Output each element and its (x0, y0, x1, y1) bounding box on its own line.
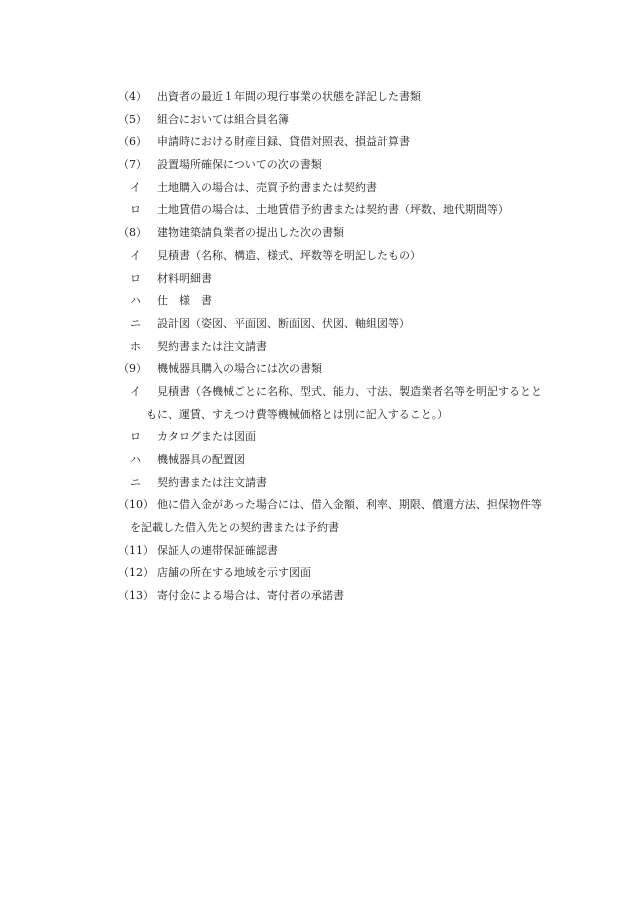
list-item (118, 540, 578, 563)
item-text-continued: を記載した借入先との契約書または予約書 (130, 521, 339, 535)
sub-item-marker: イ (130, 248, 141, 262)
list-item (118, 154, 578, 177)
item-number: （13） (118, 589, 154, 603)
sub-list-item (118, 472, 578, 495)
item-number: （4） (118, 90, 147, 103)
item-text: 機械器具購入の場合には次の書類 (157, 362, 322, 376)
item-text: 材料明細書 (157, 271, 212, 285)
item-number: （6） (118, 135, 147, 149)
item-text-continued: もに、運賃、すえつけ費等機械価格とは別に記入すること。） (146, 407, 449, 421)
list-item (118, 358, 578, 381)
item-number: （9） (118, 362, 147, 376)
item-text: 機械器具の配置図 (157, 453, 245, 466)
required-documents-list (118, 86, 578, 608)
sub-list-item (118, 336, 578, 359)
sub-list-item (118, 177, 578, 200)
list-item (118, 494, 578, 517)
sub-list-item (118, 290, 578, 313)
item-text: 申請時における財産目録、貸借対照表、損益計算書 (157, 135, 410, 149)
item-text: 見積書（各機械ごとに名称、型式、能力、寸法、製造業者名等を明記するとと (157, 384, 542, 398)
sub-item-marker: イ (130, 384, 141, 398)
sub-item-marker: ニ (130, 316, 141, 330)
item-text: 建物建築請負業者の提出した次の書類 (157, 226, 344, 240)
sub-item-marker: イ (130, 180, 141, 194)
list-item (118, 86, 578, 109)
sub-item-marker: ホ (130, 339, 141, 353)
item-number: （10） (118, 498, 154, 512)
list-item (118, 222, 578, 245)
item-text: 見積書（名称、構造、様式、坪数等を明記したもの） (157, 248, 421, 262)
item-text: 出資者の最近１年間の現行事業の状態を詳記した書類 (157, 90, 421, 103)
list-item (118, 109, 578, 132)
item-text: 店舗の所在する地域を示す図面 (157, 566, 311, 580)
sub-list-item (118, 313, 578, 336)
item-number: （12） (118, 566, 154, 580)
continuation-line (118, 404, 578, 427)
item-text: 他に借入金があった場合には、借入金額、利率、期限、償還方法、担保物件等 (157, 498, 542, 512)
item-number: （5） (118, 112, 147, 126)
list-item (118, 562, 578, 585)
item-text: 仕 様 書 (157, 294, 212, 308)
sub-item-marker: ハ (130, 453, 141, 466)
sub-item-marker: ロ (130, 430, 141, 444)
item-number: （11） (118, 543, 154, 557)
item-text: 契約書または注文請書 (157, 339, 267, 353)
list-item (118, 585, 578, 608)
sub-list-item (118, 245, 578, 268)
sub-list-item (118, 199, 578, 222)
item-text: 土地賃借の場合は、土地賃借予約書または契約書（坪数、地代期間等） (157, 203, 509, 217)
sub-item-marker: ハ (130, 294, 141, 308)
item-text: 設置場所確保についての次の書類 (157, 158, 322, 172)
item-text: 組合においては組合員名簿 (157, 112, 289, 126)
item-text: 設計図（姿図、平面図、断面図、伏図、軸組図等） (157, 316, 410, 330)
sub-item-marker: ロ (130, 203, 141, 217)
sub-item-marker: ロ (130, 271, 141, 285)
item-number: （7） (118, 158, 147, 172)
item-text: 土地購入の場合は、売買予約書または契約書 (157, 180, 377, 194)
sub-list-item (118, 449, 578, 472)
sub-list-item (118, 381, 578, 404)
item-text: カタログまたは図面 (157, 430, 256, 444)
item-number: （8） (118, 226, 147, 240)
sub-list-item (118, 426, 578, 449)
list-item (118, 131, 578, 154)
item-text: 保証人の連帯保証確認書 (157, 543, 278, 557)
continuation-line (118, 517, 578, 540)
item-text: 寄付金による場合は、寄付者の承諾書 (157, 589, 344, 603)
item-text: 契約書または注文請書 (157, 475, 267, 489)
sub-list-item (118, 268, 578, 291)
sub-item-marker: ニ (130, 475, 141, 489)
